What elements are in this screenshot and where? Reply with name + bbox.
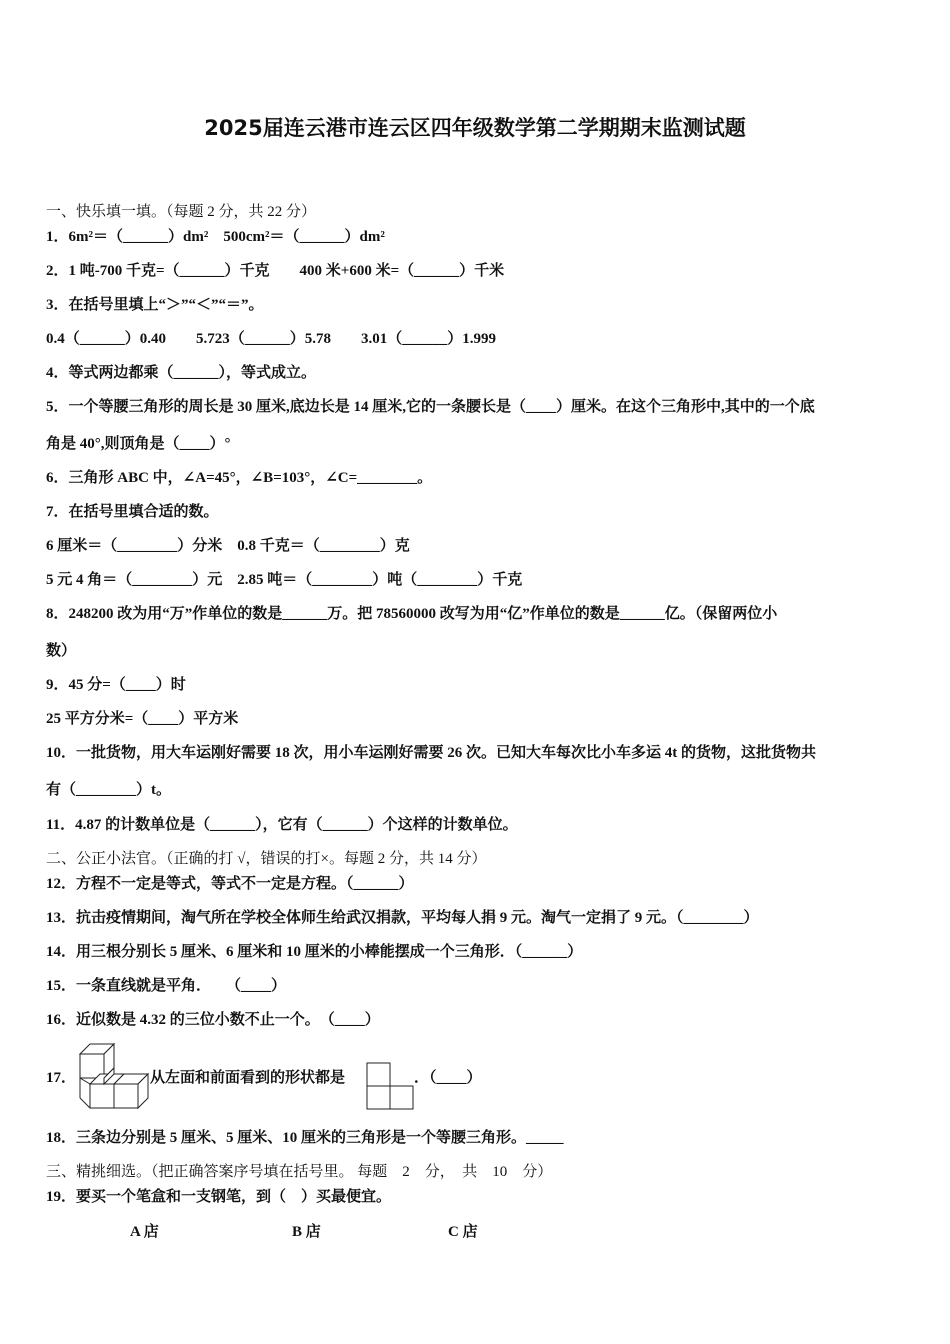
- page-title: 2025届连云港市连云区四年级数学第二学期期末监测试题: [204, 116, 746, 140]
- section-1-heading: 一、快乐填一填。（每题 2 分，共 22 分）: [46, 204, 317, 220]
- question-15: 15．一条直线就是平角． （____）: [46, 978, 287, 994]
- question-7-line-b: 5 元 4 角＝（________）元 2.85 吨＝（________）吨（________）千克: [46, 572, 523, 588]
- question-9-line-b: 25 平方分米=（____）平方米: [46, 711, 239, 727]
- question-8-line-2: 数）: [46, 643, 77, 659]
- cube-stack-figure: [76, 1040, 152, 1112]
- question-3: 3．在括号里填上“＞”“＜”“＝”。: [46, 297, 264, 313]
- question-8-line-1: 8．248200 改为用“万”作单位的数是______万。把 78560000 改写为用“亿”作单位的数是______亿。（保留两位小: [46, 606, 778, 622]
- section-2-heading: 二、公正小法官。（正确的打 √，错误的打×。每题 2 分，共 14 分）: [46, 851, 487, 867]
- shop-b-label: B 店: [292, 1224, 321, 1240]
- question-12: 12．方程不一定是等式，等式不一定是方程。（______）: [46, 876, 414, 892]
- question-4: 4．等式两边都乘（______），等式成立。: [46, 365, 317, 381]
- shop-a-label: A 店: [130, 1224, 159, 1240]
- question-17-answer: ．（____）: [414, 1070, 482, 1086]
- question-2: 2．1 吨-700 千克=（______）千克 400 米+600 米=（______）千米: [46, 263, 505, 279]
- question-17: [46, 1040, 646, 1112]
- question-18: 18．三条边分别是 5 厘米、5 厘米、10 厘米的三角形是一个等腰三角形。_____: [46, 1130, 564, 1146]
- question-13: 13．抗击疫情期间，淘气所在学校全体师生给武汉捐款，平均每人捐 9 元。淘气一定捐了 9 元。（________）: [46, 910, 759, 926]
- question-16: 16．近似数是 4.32 的三位小数不止一个。 （____）: [46, 1012, 380, 1028]
- question-5-line-2: 角是 40°,则顶角是（____）°: [46, 436, 231, 452]
- question-3-items: 0.4（______）0.40 5.723（______）5.78 3.01（______）1.999: [46, 331, 497, 347]
- shop-c-label: C 店: [448, 1224, 478, 1240]
- question-6: 6．三角形 ABC 中，∠A=45°，∠B=103°，∠C=________。: [46, 470, 433, 486]
- question-14: 14．用三根分别长 5 厘米、6 厘米和 10 厘米的小棒能摆成一个三角形．（______）: [46, 944, 583, 960]
- question-9: 9．45 分=（____）时: [46, 677, 186, 693]
- question-17-text: 从左面和前面看到的形状都是: [150, 1070, 346, 1086]
- question-17-number: 17．: [46, 1070, 77, 1086]
- section-3-heading: 三、精挑细选。（把正确答案序号填在括号里。 每题 2 分， 共 10 分）: [46, 1164, 553, 1180]
- shape-view-figure: [366, 1062, 414, 1110]
- question-5-line-1: 5．一个等腰三角形的周长是 30 厘米,底边长是 14 厘米,它的一条腰长是（____）厘米。在这个三角形中,其中的一个底: [46, 399, 815, 415]
- question-1: 1．6m²＝（______）dm² 500cm²＝（______）dm²: [46, 229, 385, 245]
- question-7-line-a: 6 厘米＝（________）分米 0.8 千克＝（________）克: [46, 538, 410, 554]
- question-19: 19．要买一个笔盒和一支钢笔，到（ ）买最便宜。: [46, 1189, 392, 1205]
- question-10-line-1: 10．一批货物，用大车运刚好需要 18 次，用小车运刚好需要 26 次。已知大车每次比小车多运 4t 的货物，这批货物共: [46, 745, 817, 761]
- question-7: 7．在括号里填合适的数。: [46, 504, 219, 520]
- question-11: 11．4.87 的计数单位是（______），它有（______）个这样的计数单位。: [46, 817, 518, 833]
- question-10-line-2: 有（________）t。: [46, 782, 171, 798]
